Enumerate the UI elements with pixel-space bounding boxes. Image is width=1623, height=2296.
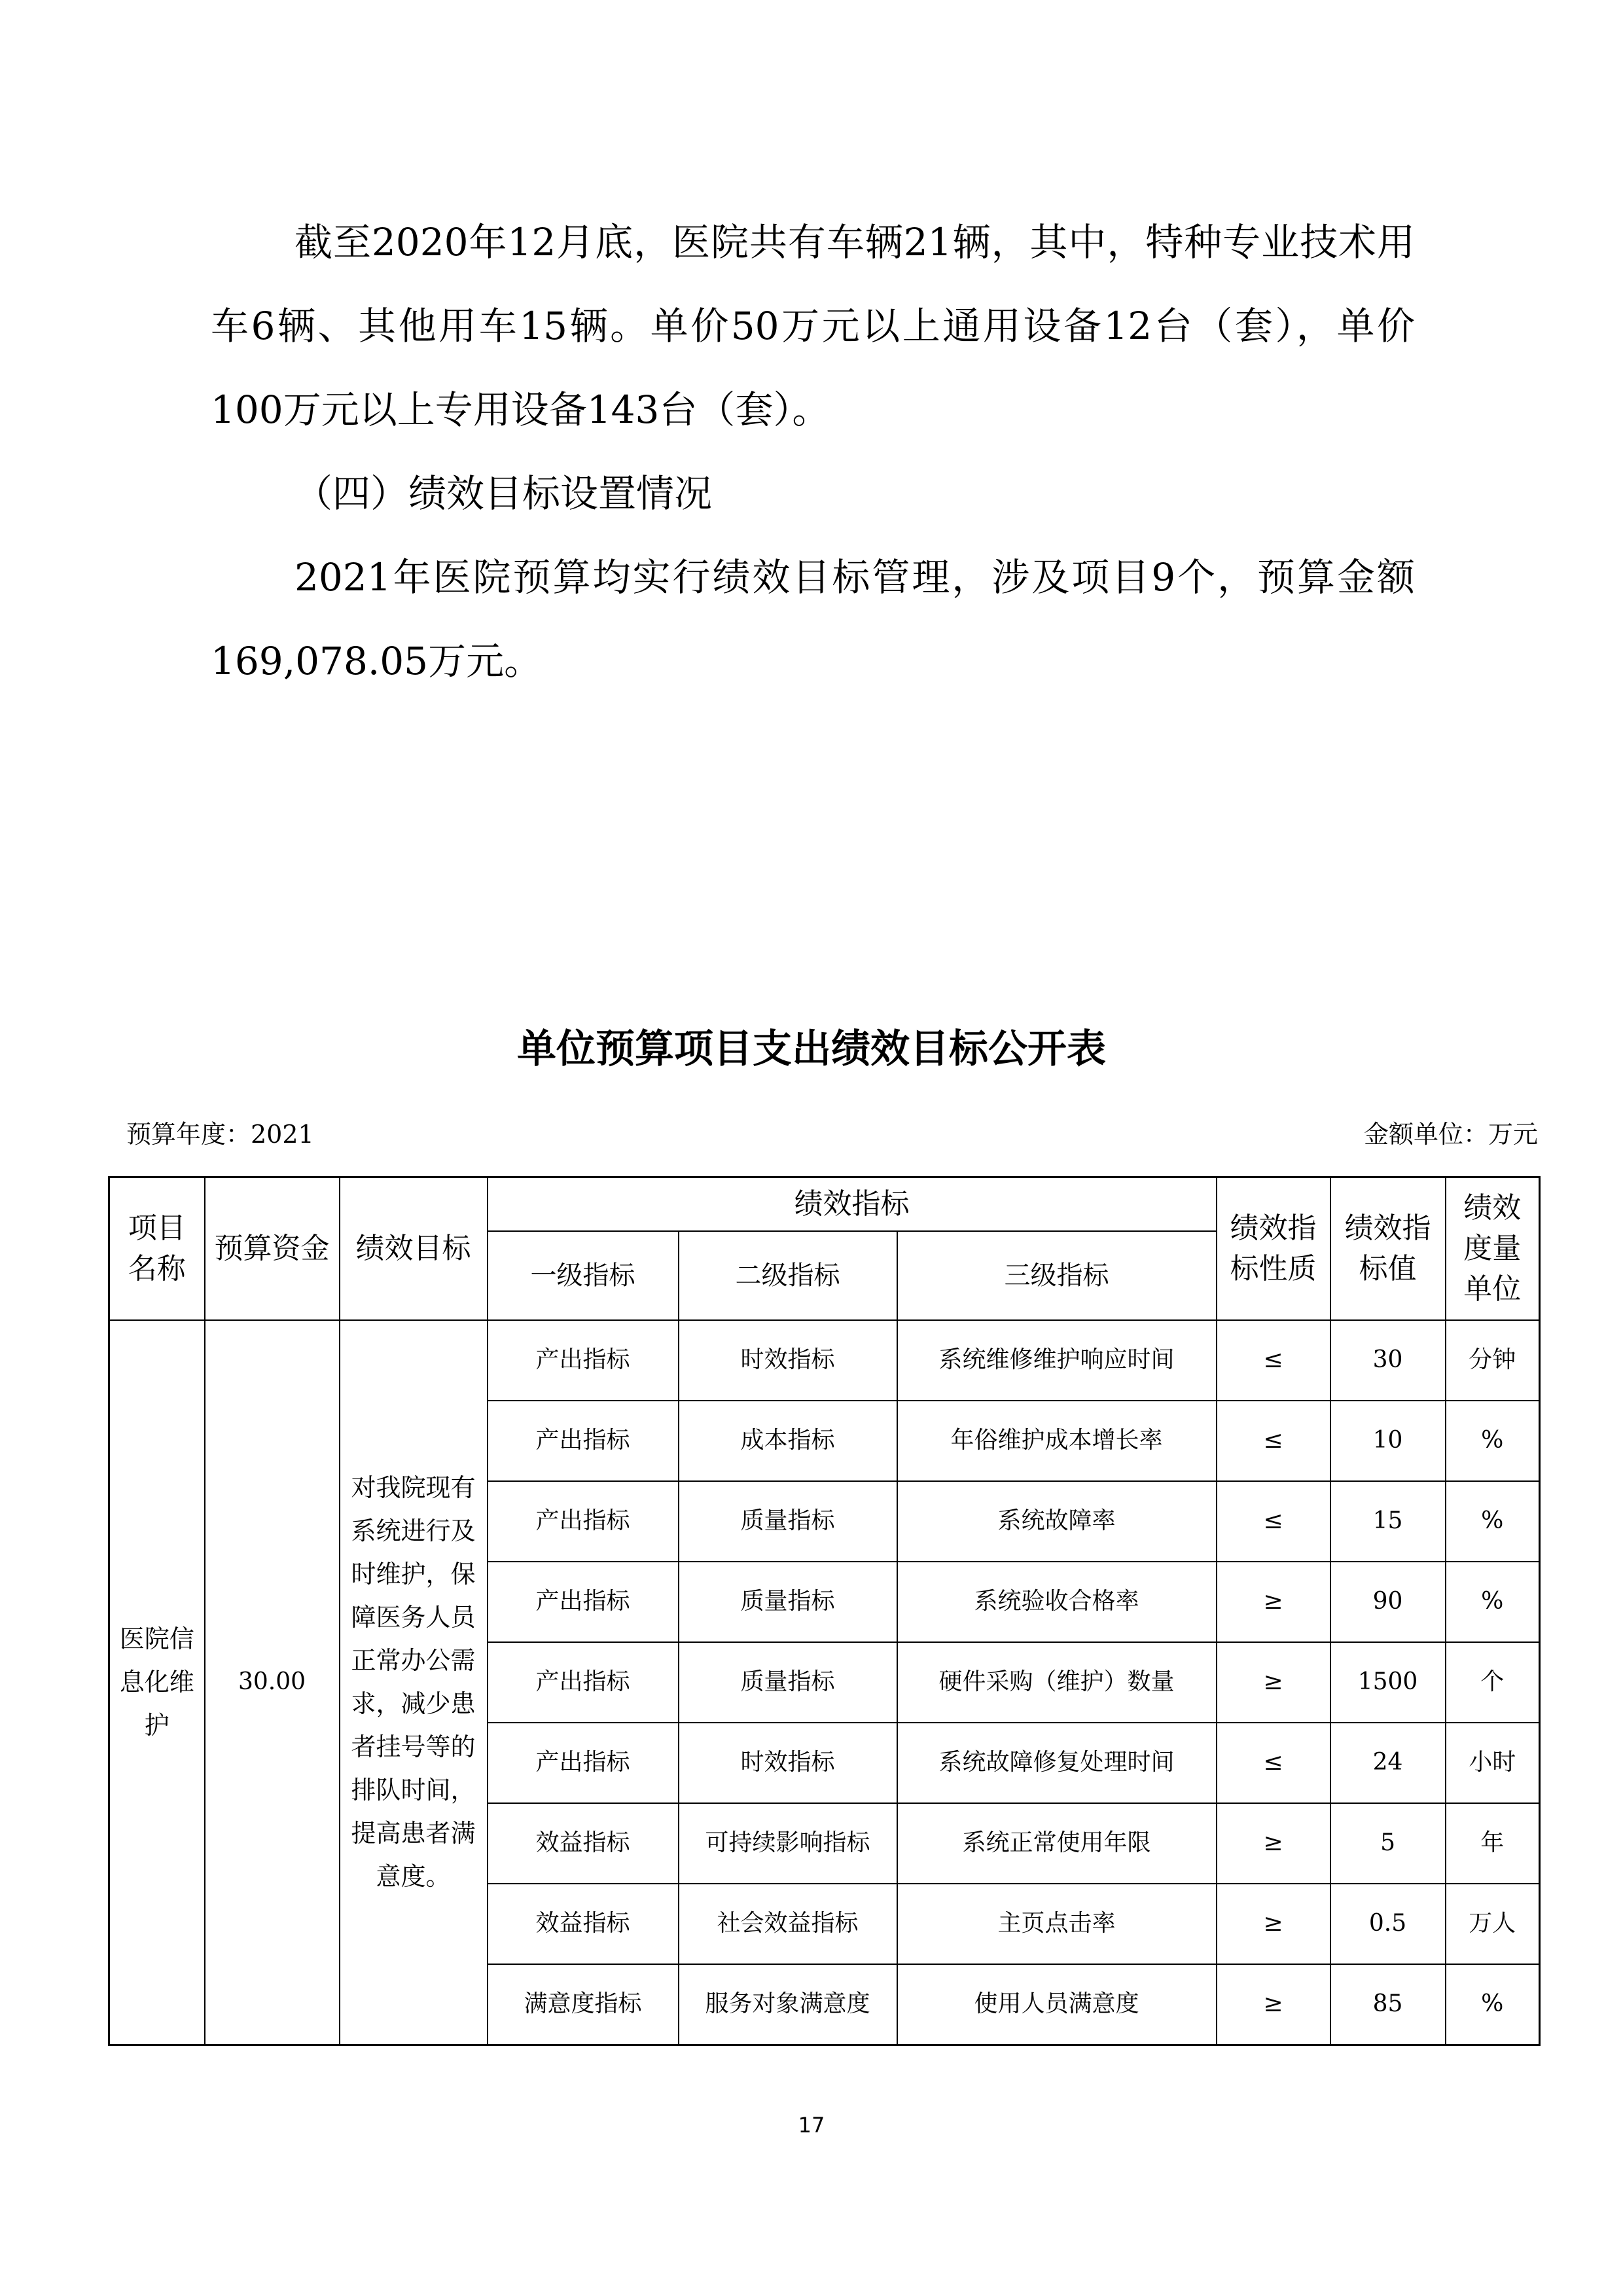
level2-cell: 质量指标 — [679, 1481, 897, 1562]
level2-cell: 时效指标 — [679, 1723, 897, 1803]
table-title: 单位预算项目支出绩效目标公开表 — [517, 1026, 1106, 1072]
nature-cell: ≤ — [1217, 1320, 1330, 1401]
project-funds-cell: 30.00 — [205, 1320, 340, 2045]
level1-cell: 产出指标 — [488, 1481, 679, 1562]
value-cell: 1500 — [1330, 1642, 1446, 1723]
value-cell: 24 — [1330, 1723, 1446, 1803]
level2-cell: 成本指标 — [679, 1401, 897, 1481]
unit-cell: % — [1446, 1481, 1540, 1562]
header-perf-goal: 绩效目标 — [340, 1177, 488, 1320]
level2-cell: 服务对象满意度 — [679, 1964, 897, 2045]
level1-cell: 满意度指标 — [488, 1964, 679, 2045]
header-project-name: 项目名称 — [109, 1177, 205, 1320]
level3-cell: 硬件采购（维护）数量 — [897, 1642, 1217, 1723]
level2-cell: 时效指标 — [679, 1320, 897, 1401]
value-cell: 0.5 — [1330, 1884, 1446, 1964]
paragraph-vehicles-equipment: 截至2020年12月底，医院共有车辆21辆，其中，特种专业技术用车6辆、其他用车15辆。单价50万元以上通用设备12台（套），单价100万元以上专用设备143台（套）。 — [211, 220, 1415, 432]
value-cell: 85 — [1330, 1964, 1446, 2045]
level3-cell: 系统验收合格率 — [897, 1562, 1217, 1642]
performance-table — [108, 1176, 1541, 2046]
level1-cell: 效益指标 — [488, 1803, 679, 1884]
level1-cell: 产出指标 — [488, 1723, 679, 1803]
nature-cell: ≥ — [1217, 1642, 1330, 1723]
header-unit: 绩效度量单位 — [1446, 1177, 1540, 1320]
level3-cell: 系统故障率 — [897, 1481, 1217, 1562]
value-cell: 5 — [1330, 1803, 1446, 1884]
level3-cell: 主页点击率 — [897, 1884, 1217, 1964]
unit-cell: 万人 — [1446, 1884, 1540, 1964]
unit-cell: 个 — [1446, 1642, 1540, 1723]
level2-cell: 社会效益指标 — [679, 1884, 897, 1964]
unit-cell: 年 — [1446, 1803, 1540, 1884]
nature-cell: ≤ — [1217, 1723, 1330, 1803]
value-cell: 15 — [1330, 1481, 1446, 1562]
level1-cell: 产出指标 — [488, 1401, 679, 1481]
header-level2: 二级指标 — [679, 1231, 897, 1320]
nature-cell: ≥ — [1217, 1964, 1330, 2045]
unit-cell: % — [1446, 1401, 1540, 1481]
header-value: 绩效指标值 — [1330, 1177, 1446, 1320]
nature-cell: ≤ — [1217, 1401, 1330, 1481]
unit-cell: % — [1446, 1562, 1540, 1642]
header-level1: 一级指标 — [488, 1231, 679, 1320]
level1-cell: 效益指标 — [488, 1884, 679, 1964]
value-cell: 90 — [1330, 1562, 1446, 1642]
nature-cell: ≥ — [1217, 1803, 1330, 1884]
project-goal-cell: 对我院现有系统进行及时维护，保障医务人员正常办公需求，减少患者挂号等的排队时间，提高患者满意度。 — [340, 1320, 488, 2045]
nature-cell: ≥ — [1217, 1562, 1330, 1642]
table-row — [109, 1320, 1540, 1401]
level2-cell: 可持续影响指标 — [679, 1803, 897, 1884]
level3-cell: 使用人员满意度 — [897, 1964, 1217, 2045]
value-cell: 10 — [1330, 1401, 1446, 1481]
paragraph-performance-goals: 2021年医院预算均实行绩效目标管理，涉及项目9个，预算金额169,078.05万元。 — [211, 555, 1415, 683]
level3-cell: 系统维修维护响应时间 — [897, 1320, 1217, 1401]
value-cell: 30 — [1330, 1320, 1446, 1401]
level2-cell: 质量指标 — [679, 1642, 897, 1723]
unit-cell: % — [1446, 1964, 1540, 2045]
level1-cell: 产出指标 — [488, 1320, 679, 1401]
level1-cell: 产出指标 — [488, 1642, 679, 1723]
level3-cell: 系统正常使用年限 — [897, 1803, 1217, 1884]
nature-cell: ≥ — [1217, 1884, 1330, 1964]
unit-cell: 分钟 — [1446, 1320, 1540, 1401]
header-budget-funds: 预算资金 — [205, 1177, 340, 1320]
header-nature: 绩效指标性质 — [1217, 1177, 1330, 1320]
budget-year: 预算年度：2021 — [126, 1120, 314, 1149]
level3-cell: 系统故障修复处理时间 — [897, 1723, 1217, 1803]
level3-cell: 年俗维护成本增长率 — [897, 1401, 1217, 1481]
header-level3: 三级指标 — [897, 1231, 1217, 1320]
header-perf-indicators: 绩效指标 — [488, 1177, 1217, 1231]
amount-unit: 金额单位：万元 — [1363, 1120, 1538, 1149]
level1-cell: 产出指标 — [488, 1562, 679, 1642]
unit-cell: 小时 — [1446, 1723, 1540, 1803]
section-heading: （四）绩效目标设置情况 — [294, 471, 713, 516]
nature-cell: ≤ — [1217, 1481, 1330, 1562]
level2-cell: 质量指标 — [679, 1562, 897, 1642]
project-name-cell: 医院信息化维护 — [109, 1320, 205, 2045]
page-number: 17 — [798, 2113, 825, 2138]
